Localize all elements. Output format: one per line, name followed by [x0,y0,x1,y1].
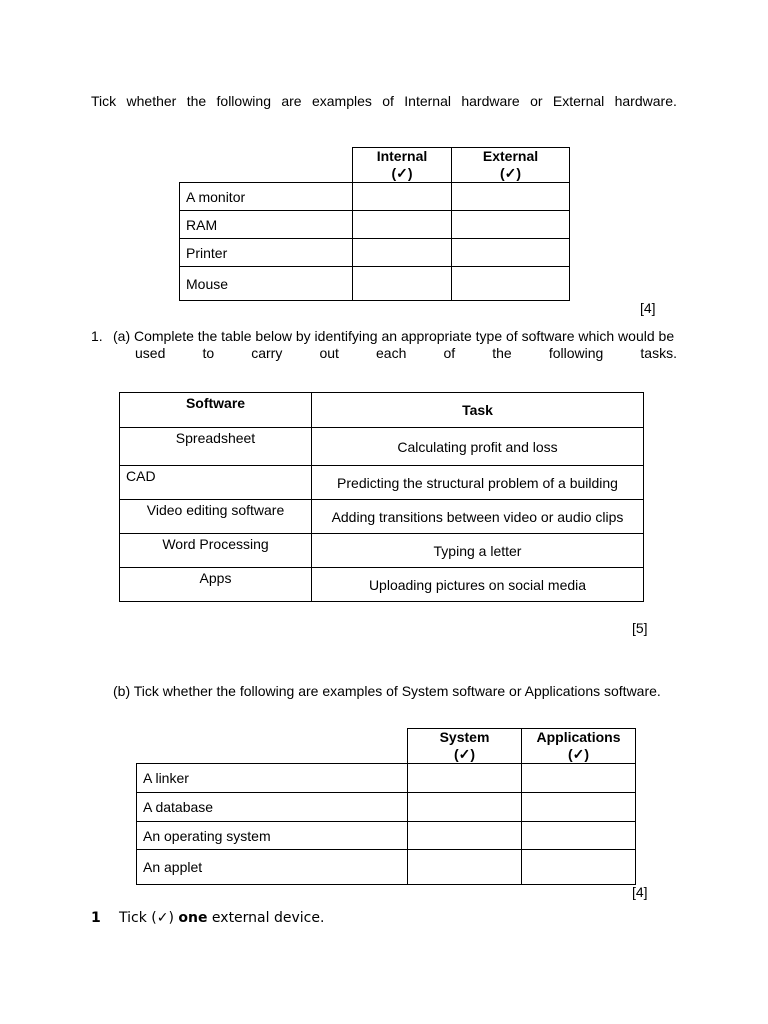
instruction-word: out [319,345,339,361]
last-question-text-after: external device. [207,910,325,926]
col-external-header [452,148,570,183]
tick-cell-applications[interactable] [522,793,636,822]
hardware-instruction [91,93,677,109]
instruction-word: Tick [91,93,117,109]
instruction-word: or [530,93,543,109]
instruction-word: carry [251,345,283,361]
hardware-table [179,147,570,301]
instruction-word: hardware [461,93,520,109]
task-cell: Calculating profit and loss [312,428,644,466]
software-cell[interactable]: Video editing software [120,500,312,534]
q1b-instruction: (b) Tick whether the following are examples of System software or Applications software. [113,683,661,699]
instruction-word: are [281,93,302,109]
task-cell: Adding transitions between video or audio clips [312,500,644,534]
col-external-tick: (✓) [499,165,522,181]
instruction-word: used [135,345,166,361]
instruction-word: tasks. [640,345,677,361]
tick-cell-external[interactable] [452,267,570,301]
hardware-table-corner [180,148,353,183]
col-applications-header [522,729,636,764]
software-cell[interactable]: Spreadsheet [120,428,312,466]
instruction-word: whether [126,93,177,109]
col-applications-tick: (✓) [567,746,590,762]
instruction-word: of [443,345,456,361]
col-system-label: System [439,729,490,745]
software-cell[interactable]: Word Processing [120,534,312,568]
col-internal-header [353,148,452,183]
software-item: An operating system [137,822,408,850]
table-row [120,534,644,568]
header-task: Task [312,393,644,428]
instruction-word: hardware. [614,93,677,109]
instruction-word: of [382,93,394,109]
col-system-header [408,729,522,764]
last-question-text [119,910,324,926]
instruction-word: Internal [404,93,451,109]
table-row [137,793,636,822]
table-row [180,183,570,211]
task-cell: Uploading pictures on social media [312,568,644,602]
tick-cell-system[interactable] [408,764,522,793]
instruction-word: examples [311,93,372,109]
tick-cell-system[interactable] [408,850,522,885]
table-row [137,822,636,850]
software-cell[interactable]: Apps [120,568,312,602]
q1a-instruction-line2 [135,345,677,361]
task-cell: Typing a letter [312,534,644,568]
instruction-word: each [376,345,407,361]
table-row [120,466,644,500]
software-task-table [119,392,644,602]
tick-cell-system[interactable] [408,793,522,822]
software-cell[interactable]: CAD [120,466,312,500]
last-question-text-before: Tick (✓) [119,910,179,926]
hardware-item: Mouse [180,267,353,301]
last-question-number: 1 [91,910,101,926]
table-row [120,428,644,466]
table-row [120,500,644,534]
instruction-word: External [552,93,605,109]
instruction-word: following [216,93,271,109]
system-table-corner [137,729,408,764]
col-system-tick: (✓) [453,746,476,762]
tick-cell-external[interactable] [452,183,570,211]
q1a-marks: [5] [632,620,648,636]
tick-cell-applications[interactable] [522,764,636,793]
header-software: Software [120,393,312,428]
table-row [137,850,636,885]
table-row [180,239,570,267]
table-row [137,764,636,793]
hardware-item: RAM [180,211,353,239]
table-row [180,267,570,301]
q1b-marks: [4] [632,884,648,900]
col-internal-tick: (✓) [391,165,413,181]
table-row [180,211,570,239]
col-applications-label: Applications [536,729,621,745]
tick-cell-internal[interactable] [353,267,452,301]
hardware-item: A monitor [180,183,353,211]
tick-cell-internal[interactable] [353,211,452,239]
instruction-word: the [186,93,207,109]
tick-cell-applications[interactable] [522,850,636,885]
tick-cell-applications[interactable] [522,822,636,850]
table-row [120,568,644,602]
task-cell: Predicting the structural problem of a building [312,466,644,500]
tick-cell-internal[interactable] [353,183,452,211]
hardware-item: Printer [180,239,353,267]
software-item: A linker [137,764,408,793]
software-item: A database [137,793,408,822]
last-question-text-bold: one [178,910,208,926]
col-internal-label: Internal [376,148,428,164]
system-applications-table [136,728,636,885]
col-external-label: External [482,148,539,164]
software-item: An applet [137,850,408,885]
tick-cell-system[interactable] [408,822,522,850]
hardware-marks: [4] [640,300,656,316]
tick-cell-internal[interactable] [353,239,452,267]
tick-cell-external[interactable] [452,211,570,239]
tick-cell-external[interactable] [452,239,570,267]
q1a-instruction-line1: (a) Complete the table below by identifying an appropriate type of software which would be [113,328,675,344]
q1a-number: 1. [91,328,103,344]
instruction-word: the [492,345,512,361]
instruction-word: to [202,345,215,361]
instruction-word: following [548,345,604,361]
